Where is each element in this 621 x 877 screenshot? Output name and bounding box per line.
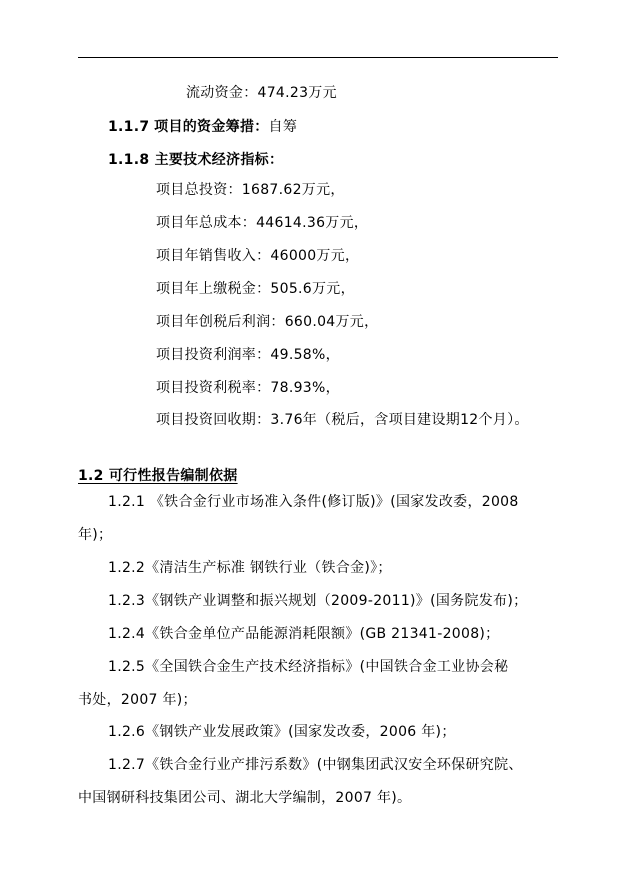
section-117-value: 自筹 — [268, 119, 298, 135]
indicator-profit-tax-rate: 项目投资利税率：78.93%， — [156, 380, 340, 396]
reference-124: 1.2.4《铁合金单位产品能源消耗限额》(GB 21341-2008)； — [108, 626, 500, 642]
working-capital-line: 流动资金：474.23万元 — [186, 85, 337, 101]
section-12-heading: 1.2 可行性报告编制依据 — [78, 468, 238, 484]
indicator-annual-tax-paid: 项目年上缴税金：505.6万元， — [156, 281, 355, 297]
indicator-annual-sales-revenue: 项目年销售收入：46000万元， — [156, 248, 360, 264]
indicator-payback-period: 项目投资回收期：3.76年（税后，含项目建设期12个月）。 — [156, 412, 529, 428]
section-117-title: 项目的资金筹措： — [154, 119, 269, 135]
section-118-title: 主要技术经济指标： — [154, 152, 284, 168]
section-118-number: 1.1.8 — [108, 152, 150, 168]
indicator-profit-rate: 项目投资利润率：49.58%， — [156, 347, 340, 363]
section-117-heading — [108, 117, 297, 137]
section-117-number: 1.1.7 — [108, 119, 150, 135]
reference-125-line2: 书处，2007 年)； — [78, 692, 197, 708]
reference-126: 1.2.6《钢铁产业发展政策》(国家发改委，2006 年)； — [108, 724, 456, 740]
reference-123: 1.2.3《钢铁产业调整和振兴规划（2009-2011)》(国务院发布)； — [108, 593, 528, 609]
indicator-total-investment: 项目总投资：1687.62万元， — [156, 182, 345, 198]
reference-122: 1.2.2《清洁生产标准 钢铁行业（铁合金)》； — [108, 560, 392, 576]
reference-125-line1: 1.2.5《全国铁合金生产技术经济指标》(中国铁合金工业协会秘 — [108, 659, 509, 675]
header-rule — [78, 57, 558, 58]
reference-127-line1: 1.2.7《铁合金行业产排污系数》(中钢集团武汉安全环保研究院、 — [108, 757, 523, 773]
reference-121-line1: 1.2.1 《铁合金行业市场准入条件(修订版)》(国家发改委，2008 — [108, 494, 519, 510]
reference-127-line2: 中国钢研科技集团公司、湖北大学编制，2007 年)。 — [78, 790, 412, 806]
indicator-annual-total-cost: 项目年总成本：44614.36万元， — [156, 215, 369, 231]
section-118-heading — [108, 150, 283, 170]
indicator-annual-after-tax-profit: 项目年创税后利润：660.04万元， — [156, 314, 379, 330]
reference-121-line2: 年)； — [78, 527, 113, 543]
